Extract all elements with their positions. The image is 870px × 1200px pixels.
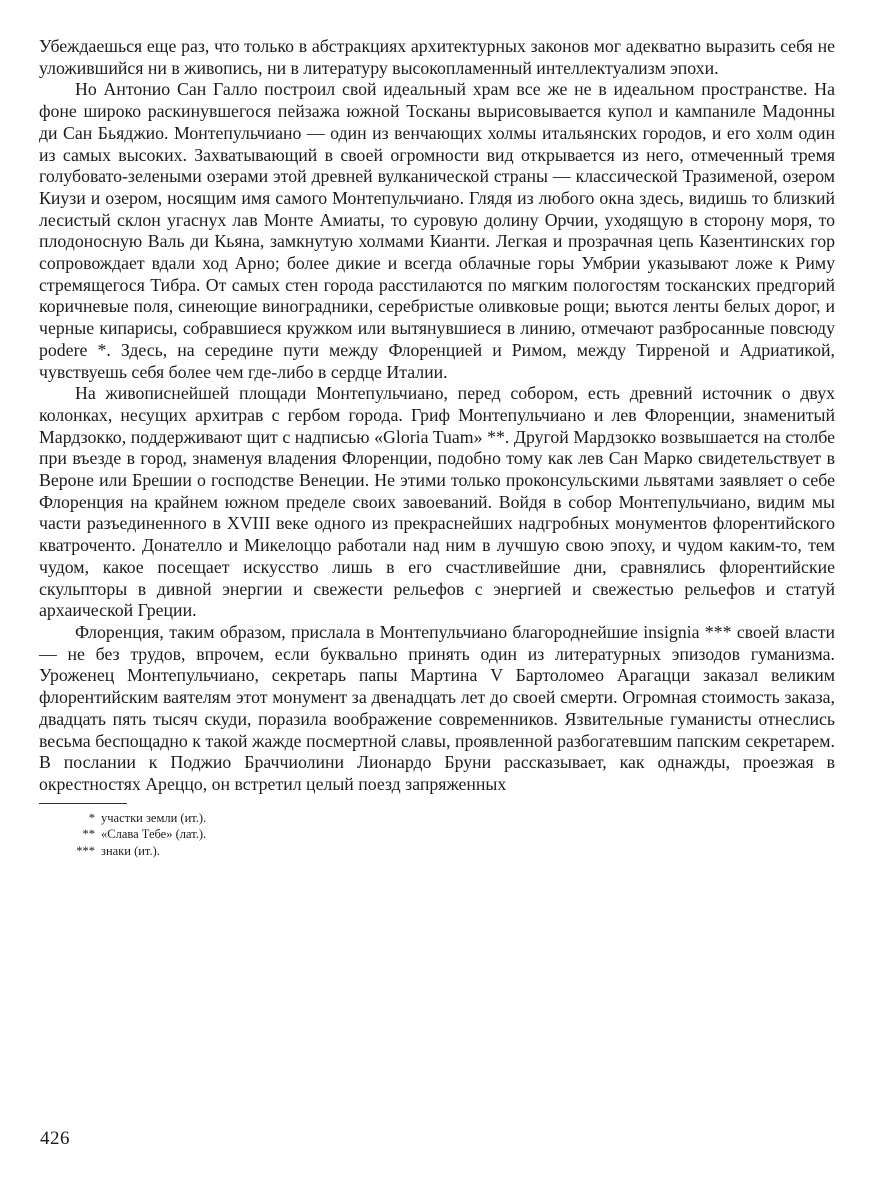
- footnote-text: участки земли (ит.).: [101, 810, 207, 825]
- page-body: [39, 36, 835, 859]
- footnotes-list: [39, 810, 835, 860]
- paragraph-cathedral-square: На живописнейшей площади Монтепульчиано, перед собором, есть древний источник о двух колонках, несущих архитрав с гербом города. Гриф Монтепульчиано и лев Флоренции, знаменитый Мардзокко, поддерживают щит с надписью «Gloria Tuam» **. Другой Мардзокко возвышается на столбе при въезде в город, знаменуя владения Флоренции, подобно тому как лев Сан Марко свидетельствует в Вероне или Брешии о господстве Венеции. Не этими только проконсульскими львятами заявляет о себе Флоренция на крайнем южном пределе своих завоеваний. Войдя в собор Монтепульчиано, видим мы части разъединенного в XVIII веке одного из прекраснейших надгробных монументов флорентийского кватроченто. Донателло и Микелоццо работали над ним в лучшую свою эпоху, и чудом каким-то, тем чудом, какое посещает искусство лишь в его счастливейшие дни, сравнялись флорентийские скульпторы в дивной энергии и свежести рельефов с энергией и свежестью рельефов и статуй архаической Греции.: [39, 383, 835, 621]
- footnote-text: знаки (ит.).: [101, 843, 160, 858]
- footnote-item: [61, 826, 835, 843]
- footnote-text: «Слава Тебе» (лат.).: [101, 827, 207, 842]
- paragraph-florence-insignia: Флоренция, таким образом, прислала в Монтепульчиано благороднейшие insignia *** своей власти — не без трудов, впрочем, если буквально принять один из литературных эпизодов гуманизма. Уроженец Монтепульчиано, секретарь папы Мартина V Бартоломео Арагацци заказал великим флорентийским ваятелям этот монумент за двенадцать лет до своей смерти. Огромная стоимость заказа, двадцать пять тысяч скуди, поразила воображение современников. Язвительные гуманисты отнеслись весьма беспощадно к такой жажде посмертной славы, проявленной разбогатевшим папским секретарем. В послании к Поджио Браччиолини Лионардо Бруни рассказывает, как однажды, проезжая в окрестностях Ареццо, он встретил целый поезд запряженных: [39, 621, 835, 794]
- footnote-mark: *: [88, 810, 95, 825]
- paragraph-continuation: Убеждаешься еще раз, что только в абстракциях архитектурных законов мог адекватно выразить себя не уложившийся ни в живопись, ни в литературу высокопламенный интеллектуализм эпохи.: [39, 36, 835, 78]
- paragraph-san-gallo-landscape: Но Антонио Сан Галло построил свой идеальный храм все же не в идеальном пространстве. На фоне широко раскинувшегося пейзажа южной Тосканы вырисовывается купол и кампаниле Мадонны ди Сан Бьяджио. Монтепульчиано — один из венчающих холмы итальянских городов, и его холм один из самых высоких. Захватывающий в своей огромности вид открывается из него, отмеченный тремя голубовато-зелеными озерами этой древней вулканической страны — классической Тразименой, озером Киузи и озером, носящим имя самого Монтепульчиано. Глядя из любого окна здесь, видишь то близкий лесистый склон угаснух лав Монте Амиаты, то суровую долину Орчии, уходящую в сторону моря, то плодоносную Валь ди Кьяна, замкнутую холмами Кианти. Легкая и прозрачная цепь Казентинских гор сопровождает вдали ход Арно; более дикие и всегда облачные горы Умбрии указывают ложе к Риму стремящегося Тибра. От самых стен города расстилаются по мягким пологостям тосканских предгорий коричневые поля, синеющие виноградники, серебристые оливковые рощи; вьются ленты белых дорог, и черные кипарисы, собравшиеся кружком или вытянувшиеся в линию, отмечают разбросанные повсюду podere *. Здесь, на середине пути между Флоренцией и Римом, между Тирреной и Адриатикой, чувствуешь себя более чем где-либо в сердце Италии.: [39, 79, 835, 382]
- footnote-divider: [39, 803, 127, 804]
- footnote-mark: ***: [76, 843, 95, 858]
- footnote-mark: **: [82, 827, 95, 842]
- footnote-item: [61, 810, 835, 827]
- footnote-item: [61, 843, 835, 860]
- page-number: 426: [40, 1128, 70, 1149]
